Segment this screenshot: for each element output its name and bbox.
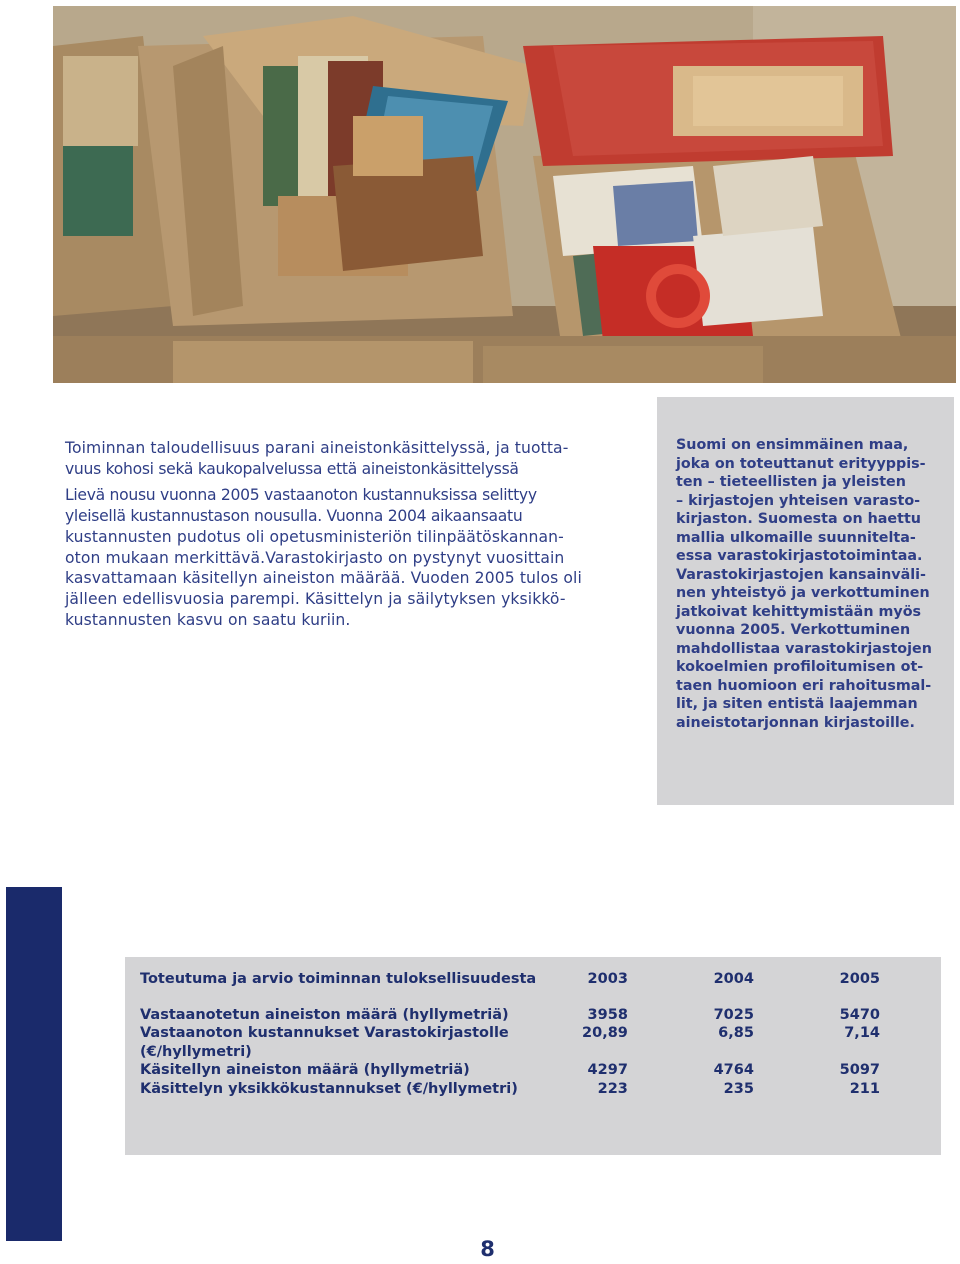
sidebar-line: joka on toteuttanut erityyppis- xyxy=(676,455,926,472)
body-line: vuus kohosi sekä kaukopalvelussa että aineistonkäsittelyssä xyxy=(65,459,519,478)
body-line: jälleen edellisvuosia parempi. Käsittelyn ja säilytyksen yksikkö- xyxy=(65,589,566,608)
sidebar-line: jatkoivat kehittymistään myös xyxy=(676,603,922,620)
body-line: Toiminnan taloudellisuus parani aineistonkäsittelyssä, ja tuotta- xyxy=(65,439,569,457)
photo-boxes-of-books xyxy=(53,6,956,383)
sidebar-line: kirjaston. Suomesta on haettu xyxy=(676,511,921,527)
table-header-row xyxy=(140,970,880,1006)
row-label: Käsitellyn aineiston määrä (hyllymetriä) xyxy=(140,1062,470,1078)
table-title: Toteutuma ja arvio toiminnan tuloksellisuudesta xyxy=(140,971,537,987)
sidebar-line: Suomi on ensimmäinen maa, xyxy=(676,437,909,453)
body-line: yleisellä kustannustason nousulla. Vuonna 2004 aikaansaatu xyxy=(65,507,523,526)
row-label-line: (€/hyllymetri) xyxy=(140,1043,252,1060)
sidebar-line: lit, ja siten entistä laajemman xyxy=(676,696,918,712)
body-line: kasvattamaan käsitellyn aineiston määrää. Vuoden 2005 tulos oli xyxy=(65,569,582,588)
value-2004: 235 xyxy=(723,1080,754,1097)
page-number: 8 xyxy=(480,1237,495,1261)
row-label: Käsittelyn yksikkökustannukset (€/hyllymetri) xyxy=(140,1080,518,1097)
body-line: kustannusten kasvu on saatu kuriin. xyxy=(65,610,351,629)
sidebar-line: – kirjastojen yhteisen varasto- xyxy=(676,492,921,509)
decorative-navy-bar xyxy=(6,887,62,1241)
body-line: kustannusten pudotus oli opetusministeriön tilinpäätöskannan- xyxy=(65,527,564,546)
paragraph-2 xyxy=(65,485,625,630)
value-2004: 4764 xyxy=(713,1062,754,1078)
table-row xyxy=(140,1061,880,1080)
body-text xyxy=(65,438,625,630)
year-2003-header: 2003 xyxy=(587,971,628,987)
value-2005: 5097 xyxy=(839,1062,880,1078)
body-line: Lievä nousu vuonna 2005 vastaanoton kustannuksissa selittyy xyxy=(65,486,537,505)
sidebar-line: vuonna 2005. Verkottuminen xyxy=(676,622,911,638)
sidebar-text xyxy=(676,436,941,732)
sidebar-line: ten – tieteellisten ja yleisten xyxy=(676,474,906,490)
sidebar-line: kokoelmien profiloitumisen ot- xyxy=(676,659,924,675)
table-row xyxy=(140,1080,880,1099)
sidebar-line: mallia ulkomaille suunnitelta- xyxy=(676,529,916,546)
value-2004: 6,85 xyxy=(718,1025,754,1041)
value-2003: 4297 xyxy=(587,1062,628,1078)
sidebar-line: nen yhteistyö ja verkottuminen xyxy=(676,585,930,601)
value-2003: 3958 xyxy=(587,1006,628,1023)
sidebar-line: essa varastokirjastotoimintaa. xyxy=(676,548,923,564)
row-label-line: Vastaanoton kustannukset Varastokirjastolle xyxy=(140,1025,509,1041)
sidebar-line: Varastokirjastojen kansainväli- xyxy=(676,566,926,583)
row-label: Vastaanotetun aineiston määrä (hyllymetriä) xyxy=(140,1006,509,1023)
sidebar-line: aineistotarjonnan kirjastoille. xyxy=(676,714,915,731)
sidebar-line: mahdollistaa varastokirjastojen xyxy=(676,640,932,657)
value-2003: 223 xyxy=(597,1080,628,1097)
photo-illustration xyxy=(53,6,956,383)
sidebar-line: taen huomioon eri rahoitusmal- xyxy=(676,677,932,694)
value-2004: 7025 xyxy=(713,1006,754,1023)
table-row xyxy=(140,1006,880,1025)
results-table xyxy=(140,970,880,1098)
value-2003: 20,89 xyxy=(582,1025,628,1041)
year-2005-header: 2005 xyxy=(839,971,880,987)
value-2005: 211 xyxy=(849,1080,880,1097)
value-2005: 5470 xyxy=(839,1006,880,1023)
row-label xyxy=(140,1024,567,1061)
value-2005: 7,14 xyxy=(844,1025,880,1041)
table-row xyxy=(140,1024,880,1061)
paragraph-1 xyxy=(65,438,625,479)
body-line: oton mukaan merkittävä.Varastokirjasto on pystynyt vuosittain xyxy=(65,548,565,567)
year-2004-header: 2004 xyxy=(713,971,754,987)
